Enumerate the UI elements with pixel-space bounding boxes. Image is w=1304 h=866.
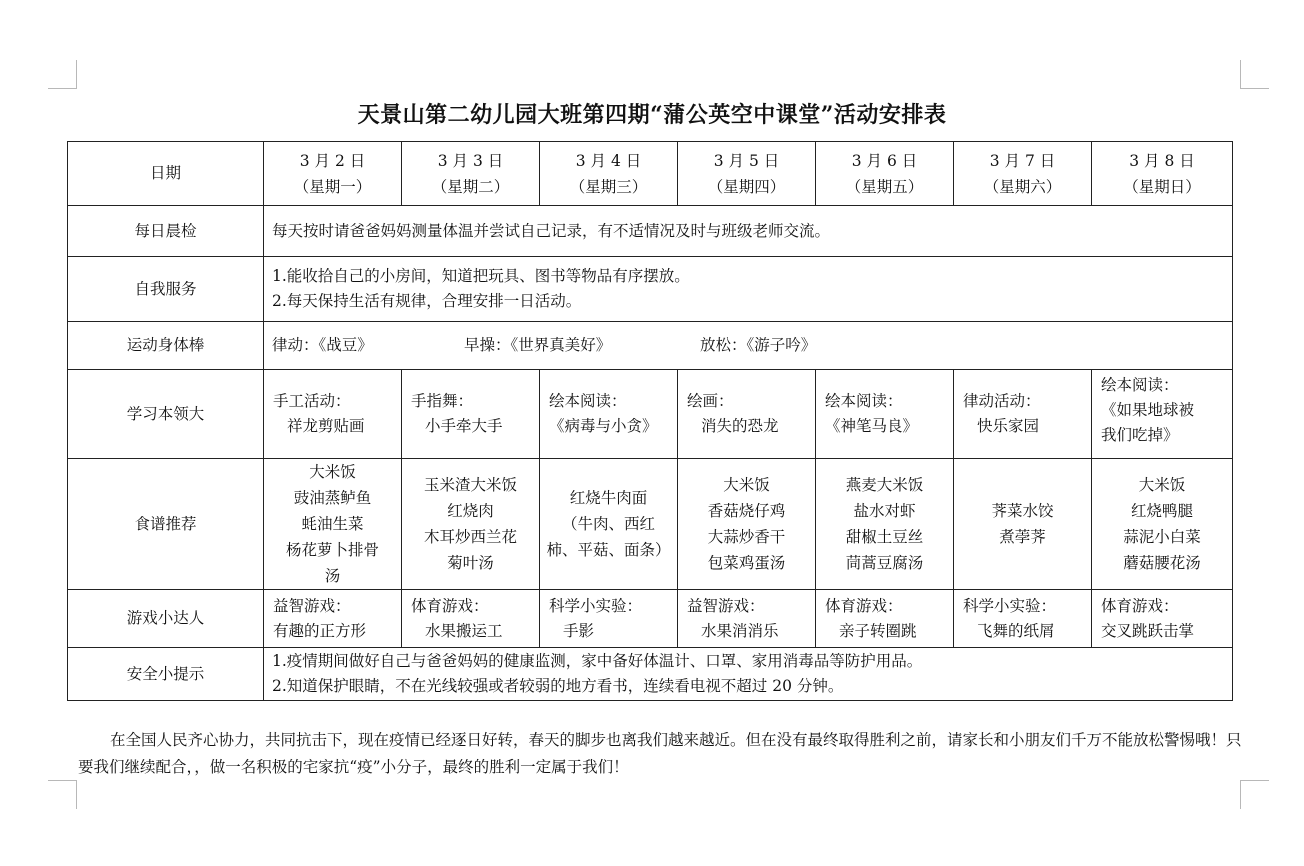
weekday-text: （星期二） xyxy=(431,177,510,196)
self-service-line: 1.能收拾自己的小房间，知道把玩具、图书等物品有序摆放。 xyxy=(272,267,690,285)
date-text: 3 月 4 日 xyxy=(575,151,642,170)
activity-name: 快乐家园 xyxy=(977,417,1040,435)
recipes-row xyxy=(68,459,1233,590)
games-row xyxy=(68,590,1233,648)
date-text: 3 月 3 日 xyxy=(437,151,504,170)
safety-line: 2.知道保护眼睛，不在光线较强或者较弱的地方看书，连续看电视不超过 20 分钟。 xyxy=(272,677,844,695)
dish: 大米饭 xyxy=(1138,476,1186,494)
date-cell xyxy=(816,142,954,206)
learning-cell xyxy=(678,370,816,459)
game-type: 益智游戏： xyxy=(687,596,765,615)
activity-name: 《神笔马良》 xyxy=(825,417,919,435)
activity-type: 律动活动： xyxy=(963,392,1041,410)
activity-name: 我们吃掉》 xyxy=(1101,426,1179,444)
dish: 柿、平菇、面条） xyxy=(546,541,671,559)
dish: 荠菜水饺 xyxy=(991,502,1054,520)
dish: 燕麦大米饭 xyxy=(845,476,924,494)
self-service-row xyxy=(68,257,1233,322)
dish: 玉米渣大米饭 xyxy=(423,476,517,494)
row-label-safety: 安全小提示 xyxy=(68,648,264,701)
game-type: 体育游戏： xyxy=(1101,596,1179,615)
weekday-text: （星期四） xyxy=(707,177,786,196)
weekday-text: （星期六） xyxy=(983,177,1062,196)
game-name: 水果消消乐 xyxy=(701,621,779,640)
learning-cell xyxy=(540,370,678,459)
dish: 蘑菇腰花汤 xyxy=(1123,554,1201,572)
weekday-text: （星期三） xyxy=(569,177,648,196)
learning-cell xyxy=(954,370,1092,459)
activity-type: 绘本阅读： xyxy=(549,392,627,410)
dish: 大米饭 xyxy=(309,463,356,481)
dish: 红烧肉 xyxy=(447,502,494,520)
activity-name: 《病毒与小贪》 xyxy=(549,417,658,435)
game-cell xyxy=(264,590,402,648)
date-text: 3 月 6 日 xyxy=(851,151,918,170)
learning-cell xyxy=(1092,370,1233,459)
date-text: 3 月 7 日 xyxy=(989,151,1056,170)
weekday-text: （星期一） xyxy=(293,177,372,196)
date-cell xyxy=(264,142,402,206)
dish: 红烧牛肉面 xyxy=(569,489,648,507)
exercise-content xyxy=(264,322,1233,370)
exercise-item: 放松：《游子吟》 xyxy=(700,336,817,354)
learning-row xyxy=(68,370,1233,459)
date-text: 3 月 2 日 xyxy=(299,151,366,170)
row-label-exercise: 运动身体棒 xyxy=(68,322,264,370)
row-label-learning: 学习本领大 xyxy=(68,370,264,459)
safety-row xyxy=(68,648,1233,701)
date-text: 3 月 8 日 xyxy=(1129,151,1195,170)
game-name: 水果搬运工 xyxy=(425,621,503,640)
self-service-line: 2.每天保持生活有规律，合理安排一日活动。 xyxy=(272,292,582,310)
activity-name: 《如果地球被 xyxy=(1101,401,1195,419)
weekday-text: （星期五） xyxy=(845,177,924,196)
closing-paragraph: 在全国人民齐心协力，共同抗击下，现在疫情已经逐日好转，春天的脚步也离我们越来越近。但在没有最终取得胜利之前，请家长和小朋友们千万不能放松警惕哦！只要我们继续配合，，做一名积极的宅家抗“疫”小分子，最终的胜利一定属于我们！ xyxy=(78,731,1242,776)
dish: 红烧鸭腿 xyxy=(1130,502,1193,520)
date-text: 3 月 5 日 xyxy=(713,151,780,170)
learning-cell xyxy=(264,370,402,459)
row-label-games: 游戏小达人 xyxy=(68,590,264,648)
activity-type: 绘本阅读： xyxy=(825,392,903,410)
dish: 大蒜炒香干 xyxy=(707,528,786,546)
activity-name: 祥龙剪贴画 xyxy=(287,417,365,435)
safety-line: 1.疫情期间做好自己与爸爸妈妈的健康监测，家中备好体温计、口罩、家用消毒品等防护用品。 xyxy=(272,652,923,670)
learning-cell xyxy=(402,370,540,459)
game-name: 飞舞的纸屑 xyxy=(977,621,1055,640)
morning-check-text: 每天按时请爸爸妈妈测量体温并尝试自己记录，有不适情况及时与班级老师交流。 xyxy=(264,206,1233,257)
dish: 蚝油生菜 xyxy=(301,515,364,533)
page-corner-mark xyxy=(1240,60,1269,89)
dish: 茼蒿豆腐汤 xyxy=(845,554,924,572)
dish: 蒜泥小白菜 xyxy=(1123,528,1201,546)
activity-name: 小手牵大手 xyxy=(425,417,503,435)
exercise-row xyxy=(68,322,1233,370)
date-cell xyxy=(402,142,540,206)
row-label-date: 日期 xyxy=(68,142,264,206)
game-type: 益智游戏： xyxy=(273,596,351,615)
schedule-table xyxy=(67,141,1233,701)
game-name: 有趣的正方形 xyxy=(273,621,367,640)
row-label-morning-check: 每日晨检 xyxy=(68,206,264,257)
row-label-self-service: 自我服务 xyxy=(68,257,264,322)
self-service-content xyxy=(264,257,1233,322)
date-cell xyxy=(678,142,816,206)
game-cell xyxy=(678,590,816,648)
dish: 菊叶汤 xyxy=(447,554,494,572)
game-type: 科学小实验： xyxy=(963,596,1057,615)
activity-type: 手指舞： xyxy=(411,392,474,410)
recipe-cell xyxy=(954,459,1092,590)
activity-type: 绘本阅读： xyxy=(1101,376,1179,394)
dish: 豉油蒸鲈鱼 xyxy=(293,489,372,507)
date-cell xyxy=(540,142,678,206)
dish: 甜椒土豆丝 xyxy=(845,528,924,546)
recipe-cell xyxy=(540,459,678,590)
dish: （牛肉、西红 xyxy=(561,515,655,533)
recipe-cell xyxy=(264,459,402,590)
game-cell xyxy=(540,590,678,648)
activity-type: 绘画： xyxy=(687,392,734,410)
dish: 杨花萝卜排骨 xyxy=(285,541,379,559)
recipe-cell xyxy=(816,459,954,590)
game-name: 手影 xyxy=(563,621,595,640)
weekday-text: （星期日） xyxy=(1123,177,1201,196)
activity-name: 消失的恐龙 xyxy=(701,417,779,435)
game-name: 交叉跳跃击掌 xyxy=(1101,621,1195,640)
dish: 盐水对虾 xyxy=(853,502,916,520)
document-title: 天景山第二幼儿园大班第四期“蒲公英空中课堂”活动安排表 xyxy=(357,102,947,128)
date-cell xyxy=(1092,142,1233,206)
game-cell xyxy=(1092,590,1233,648)
game-type: 体育游戏： xyxy=(825,596,903,615)
page-corner-mark xyxy=(48,60,77,89)
exercise-item: 律动：《战豆》 xyxy=(272,336,373,354)
exercise-item: 早操：《世界真美好》 xyxy=(464,336,612,354)
game-type: 体育游戏： xyxy=(411,596,489,615)
activity-type: 手工活动： xyxy=(273,392,351,410)
dish: 包菜鸡蛋汤 xyxy=(707,554,786,572)
game-type: 科学小实验： xyxy=(549,596,643,615)
dish: 煮荸荠 xyxy=(999,528,1046,546)
morning-check-row xyxy=(68,206,1233,257)
dish: 香菇烧仔鸡 xyxy=(707,502,786,520)
game-cell xyxy=(954,590,1092,648)
dish: 木耳炒西兰花 xyxy=(423,528,517,546)
row-label-recipes: 食谱推荐 xyxy=(68,459,264,590)
recipe-cell xyxy=(402,459,540,590)
recipe-cell xyxy=(1092,459,1233,590)
dish: 大米饭 xyxy=(723,476,770,494)
recipe-cell xyxy=(678,459,816,590)
page-corner-mark xyxy=(1240,780,1269,809)
date-cell xyxy=(954,142,1092,206)
header-row xyxy=(68,142,1233,206)
page-corner-mark xyxy=(48,780,77,809)
safety-content xyxy=(264,648,1233,701)
closing-note xyxy=(78,727,1242,781)
dish: 汤 xyxy=(324,567,341,585)
game-cell xyxy=(816,590,954,648)
game-name: 亲子转圈跳 xyxy=(839,621,917,640)
learning-cell xyxy=(816,370,954,459)
game-cell xyxy=(402,590,540,648)
